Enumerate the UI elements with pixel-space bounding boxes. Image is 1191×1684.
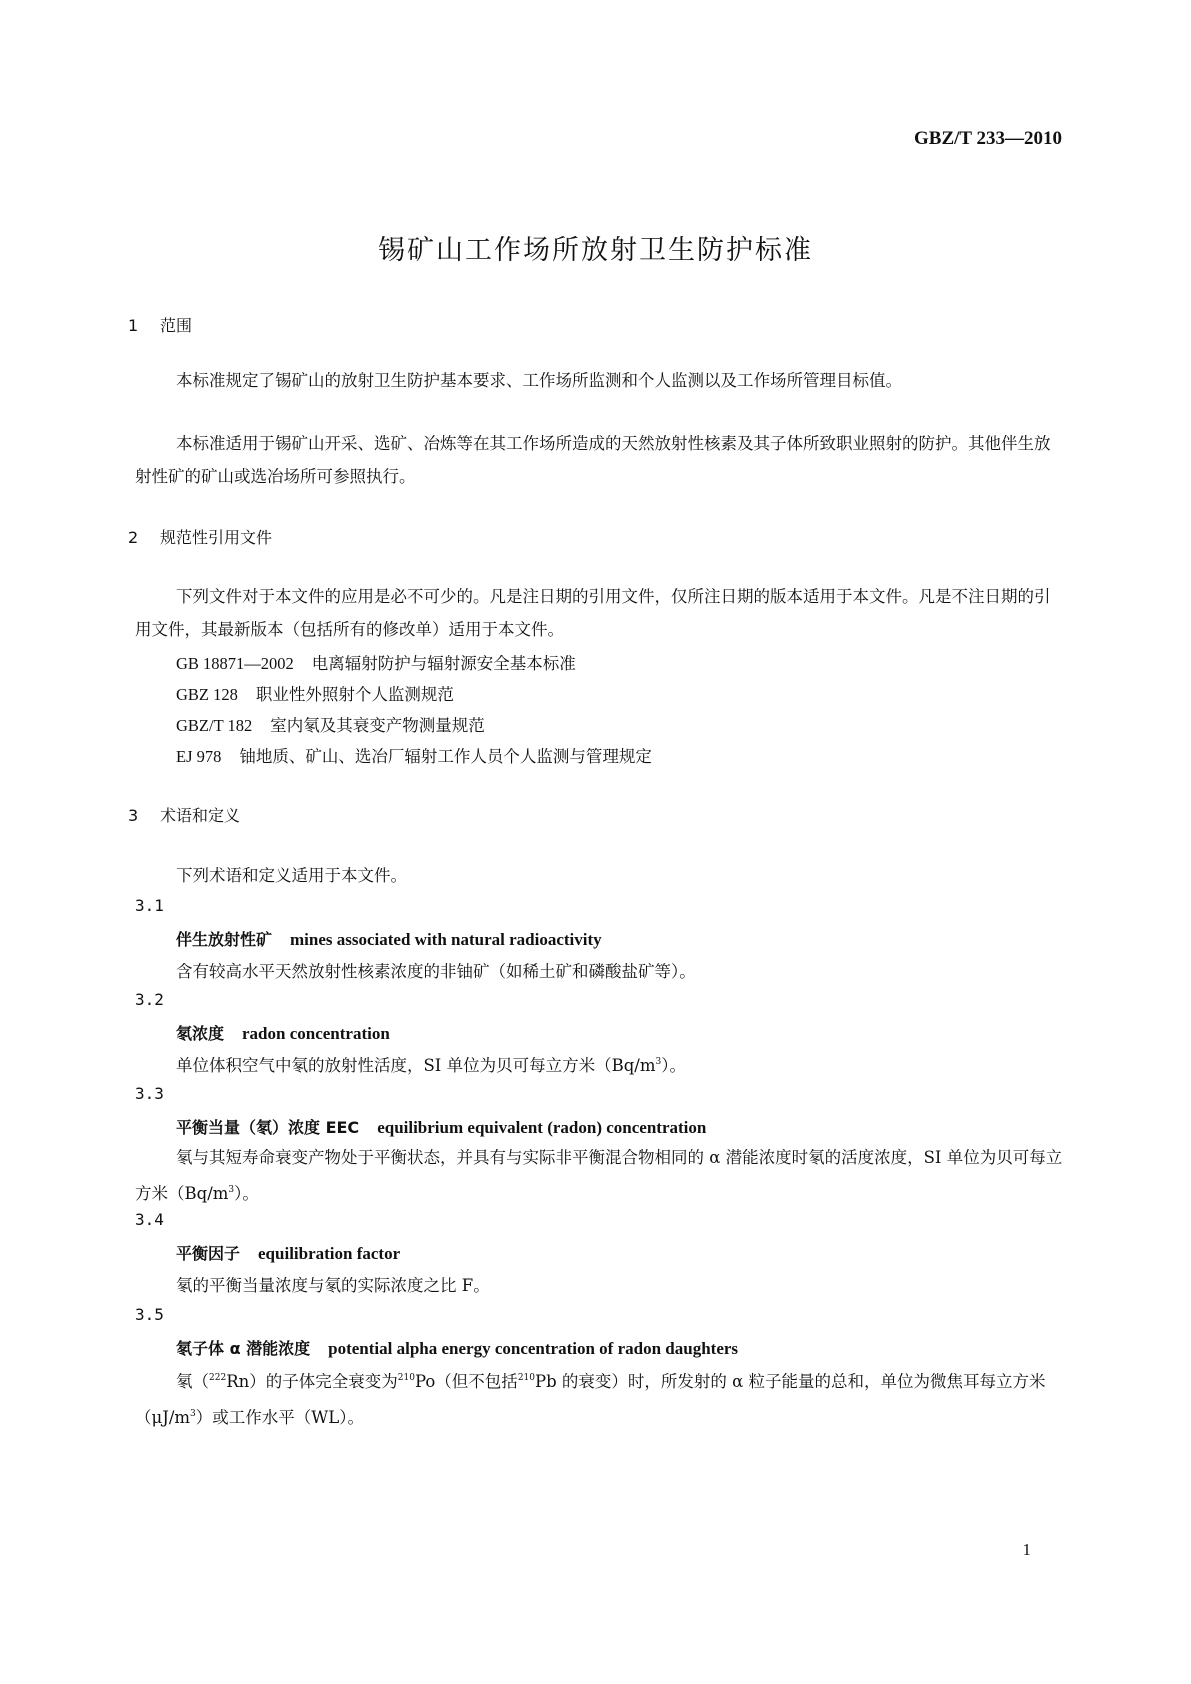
- def-text: ）。: [661, 1056, 686, 1075]
- section-heading-terms: [128, 803, 240, 826]
- document-title: 锡矿山工作场所放射卫生防护标准: [378, 235, 813, 266]
- term-number: 3.2: [135, 990, 164, 1009]
- def-text: 氡与其短寿命衰变产物处于平衡状态，并具有与实际非平衡混合物相同的 α 潜能浓度时氡的活度浓度，SI 单位为贝可每立方米（Bq/m: [135, 1148, 1063, 1203]
- reference-item: [176, 712, 485, 736]
- section-title: 术语和定义: [160, 806, 241, 825]
- term-en: potential alpha energy concentration of radon daughters: [328, 1339, 739, 1358]
- term-heading: [176, 1241, 400, 1264]
- reference-title: 电离辐射防护与辐射源安全基本标准: [311, 654, 576, 673]
- superscript: 210: [397, 1373, 415, 1383]
- page-number: 1: [1022, 1540, 1031, 1559]
- scope-paragraph-1: 本标准规定了锡矿山的放射卫生防护基本要求、工作场所监测和个人监测以及工作场所管理目标值。: [176, 371, 902, 390]
- term-number: 3.1: [135, 896, 164, 915]
- section-heading-scope: [128, 313, 192, 336]
- term-zh: 氡子体 α 潜能浓度: [176, 1339, 311, 1358]
- term-zh: 平衡当量（氡）浓度 EEC: [176, 1118, 360, 1137]
- terms-intro: 下列术语和定义适用于本文件。: [176, 866, 407, 885]
- term-zh: 氡浓度: [176, 1024, 225, 1043]
- section-title: 范围: [160, 316, 193, 335]
- superscript: 3: [190, 1409, 196, 1419]
- def-text: ）或工作水平（WL）。: [195, 1408, 364, 1427]
- def-text: Pb 的衰变）时，所发射的 α 粒子能量的总和，单位为微焦耳每立方米（μJ/m: [135, 1372, 1046, 1427]
- term-en: equilibrium equivalent (radon) concentration: [377, 1118, 707, 1137]
- reference-title: 职业性外照射个人监测规范: [255, 685, 454, 704]
- reference-item: [176, 743, 652, 767]
- superscript: 222: [209, 1373, 227, 1383]
- term-definition: 氡的平衡当量浓度与氡的实际浓度之比 F。: [176, 1276, 490, 1295]
- section-number: 2: [128, 528, 139, 547]
- term-en: mines associated with natural radioactivity: [290, 930, 602, 949]
- section-title: 规范性引用文件: [160, 528, 273, 547]
- reference-title: 室内氡及其衰变产物测量规范: [270, 716, 485, 735]
- superscript: 210: [517, 1373, 535, 1383]
- term-heading: [176, 927, 602, 950]
- normative-intro: 下列文件对于本文件的应用是必不可少的。凡是注日期的引用文件，仅所注日期的版本适用于本文件。凡是不注日期的引用文件，其最新版本（包括所有的修改单）适用于本文件。: [135, 587, 1051, 639]
- reference-code: GBZ/T 182: [176, 716, 253, 735]
- term-number: 3.3: [135, 1084, 164, 1103]
- reference-code: EJ 978: [176, 747, 222, 766]
- reference-item: [176, 650, 576, 674]
- term-definition: [176, 1052, 686, 1076]
- scope-paragraph-2: 本标准适用于锡矿山开采、选矿、冶炼等在其工作场所造成的天然放射性核素及其子体所致职业照射的防护。其他伴生放射性矿的矿山或选冶场所可参照执行。: [135, 434, 1051, 486]
- def-text: ）。: [234, 1184, 259, 1203]
- term-heading: [176, 1021, 390, 1044]
- term-number: 3.5: [135, 1305, 164, 1324]
- reference-title: 铀地质、矿山、选冶厂辐射工作人员个人监测与管理规定: [239, 747, 652, 766]
- reference-item: [176, 681, 454, 705]
- superscript: 3: [655, 1057, 662, 1067]
- section-number: 1: [128, 316, 139, 335]
- term-definition: [135, 1141, 1063, 1210]
- term-definition: [135, 1362, 1063, 1434]
- term-number: 3.4: [135, 1210, 164, 1229]
- superscript: 3: [228, 1185, 235, 1195]
- standard-code: GBZ/T 233—2010: [914, 128, 1062, 149]
- def-text: Po（但不包括: [414, 1372, 518, 1391]
- term-en: radon concentration: [242, 1024, 390, 1043]
- def-text: Rn）的子体完全衰变为: [226, 1372, 398, 1391]
- term-en: equilibration factor: [258, 1244, 401, 1263]
- reference-code: GB 18871—2002: [176, 654, 294, 673]
- def-text: 氡（: [176, 1372, 209, 1391]
- term-heading: [176, 1336, 738, 1359]
- section-number: 3: [128, 806, 139, 825]
- term-zh: 伴生放射性矿: [176, 930, 273, 949]
- section-heading-normative: [128, 525, 272, 548]
- term-zh: 平衡因子: [176, 1244, 241, 1263]
- def-text: 单位体积空气中氡的放射性活度，SI 单位为贝可每立方米（Bq/m: [176, 1056, 656, 1075]
- term-definition: 含有较高水平天然放射性核素浓度的非铀矿（如稀土矿和磷酸盐矿等）。: [176, 962, 696, 981]
- reference-code: GBZ 128: [176, 685, 238, 704]
- term-heading: [176, 1115, 706, 1138]
